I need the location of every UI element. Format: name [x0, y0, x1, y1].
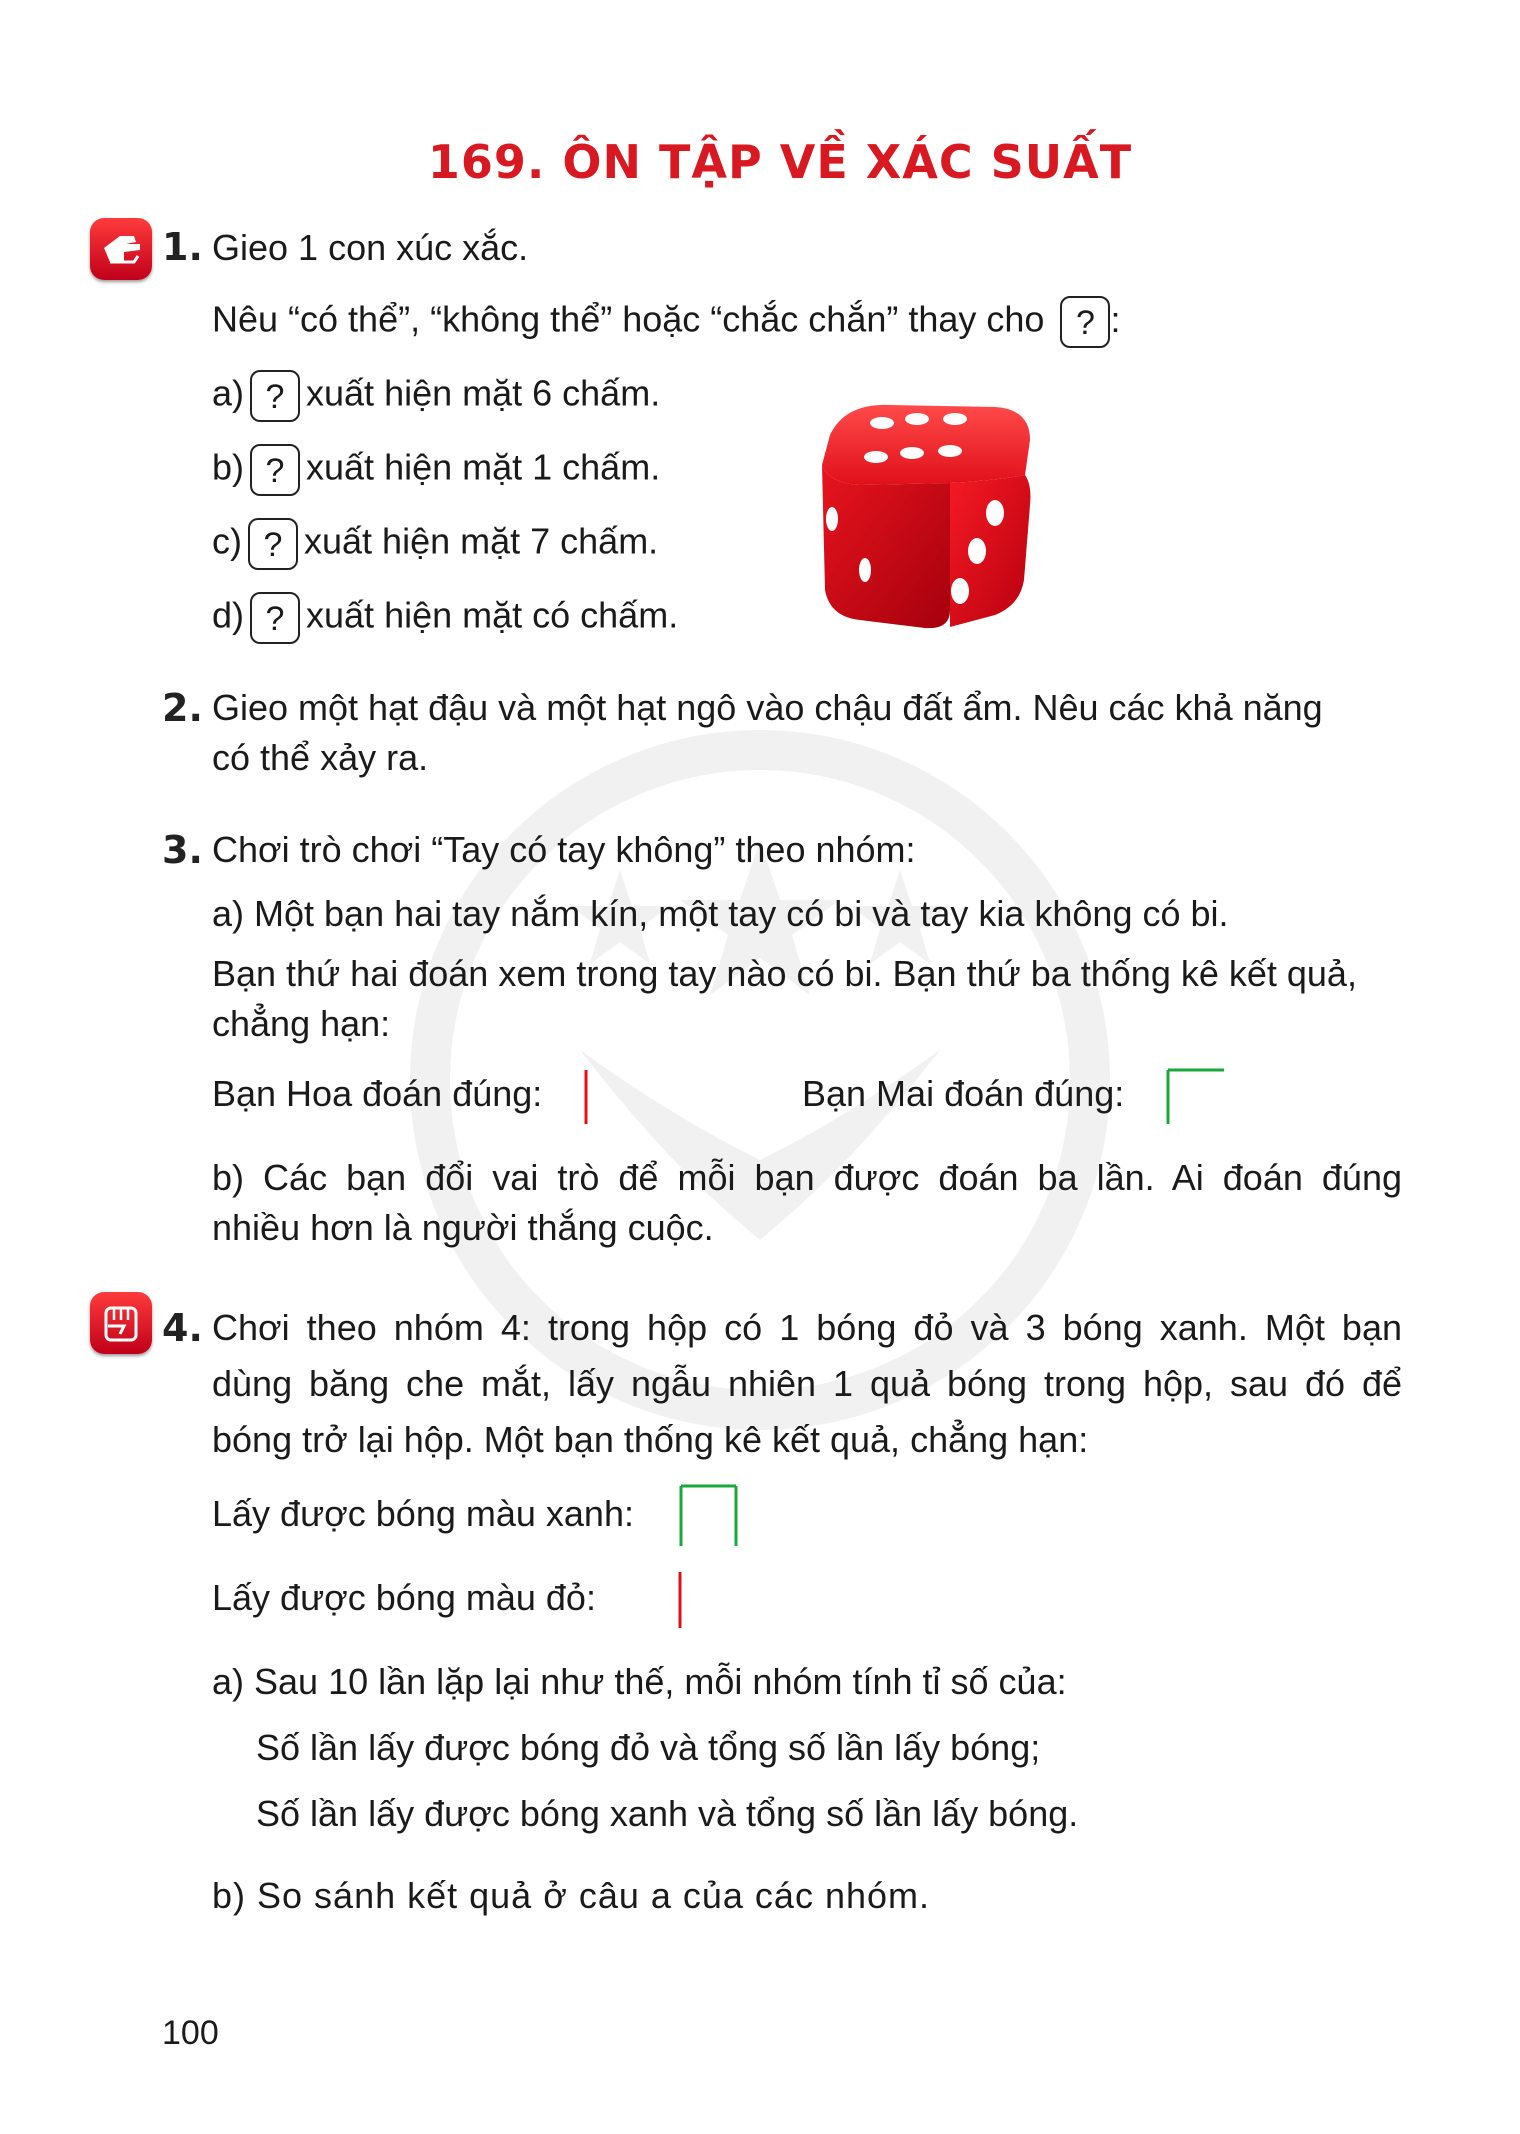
exercise-4-a: a) Sau 10 lần lặp lại như thế, mỗi nhóm tính tỉ số của:: [212, 1661, 1067, 1702]
exercise-4-line2: [212, 1362, 1402, 1406]
exercise-3-a2-line1: Bạn thứ hai đoán xem trong tay nào có bi. Bạn thứ ba thống kê kết quả,: [212, 953, 1357, 994]
answer-box-b[interactable]: ?: [250, 444, 300, 496]
exercise-1-prompt: Gieo 1 con xúc xắc.: [212, 227, 529, 268]
exercise-4-a2: Số lần lấy được bóng xanh và tổng số lần lấy bóng.: [256, 1793, 1079, 1834]
exercise-4-line3: bóng trở lại hộp. Một bạn thống kê kết quả, chẳng hạn:: [212, 1419, 1089, 1460]
instruction-colon: :: [1110, 298, 1121, 340]
hands-icon: [90, 218, 152, 280]
item-text: xuất hiện mặt 6 chấm.: [306, 372, 661, 414]
exercise-2-number: 2.: [162, 686, 203, 730]
exercise-3-prompt: Chơi trò chơi “Tay có tay không” theo nhóm:: [212, 829, 916, 870]
exercise-4-a1: Số lần lấy được bóng đỏ và tổng số lần lấy bóng;: [256, 1727, 1041, 1768]
item-text: xuất hiện mặt 1 chấm.: [306, 446, 661, 488]
exercise-4-number: 4.: [162, 1306, 203, 1350]
item-label: a): [212, 372, 245, 414]
mai-tally: [1162, 1066, 1232, 1126]
item-label: d): [212, 594, 245, 636]
mai-label: Bạn Mai đoán đúng:: [802, 1073, 1125, 1114]
answer-box: ?: [1060, 296, 1110, 348]
hoa-tally: [580, 1068, 600, 1128]
green-ball-tally: [676, 1482, 746, 1550]
exercise-1-item-d: [212, 592, 678, 644]
exercise-1-number: 1.: [162, 225, 203, 269]
item-label: c): [212, 520, 242, 562]
exercise-3-b-line2: nhiều hơn là người thắng cuộc.: [212, 1207, 714, 1248]
exercise-4-line1: [212, 1306, 1402, 1350]
instruction-text: Nêu “có thể”, “không thể” hoặc “chắc chắn” thay cho: [212, 298, 1045, 340]
item-label: b): [212, 446, 245, 488]
exercise-3-number: 3.: [162, 828, 203, 872]
exercise-4-line1-text: Chơi theo nhóm 4: trong hộp có 1 bóng đỏ và 3 bóng xanh. Một bạn: [212, 1307, 1402, 1348]
hoa-label: Bạn Hoa đoán đúng:: [212, 1073, 543, 1114]
exercise-4-line2-text: dùng băng che mắt, lấy ngẫu nhiên 1 quả bóng trong hộp, sau đó để: [212, 1363, 1402, 1404]
exercise-1-instruction: [212, 296, 1120, 348]
red-ball-tally: [674, 1570, 694, 1630]
exercise-2-line1: Gieo một hạt đậu và một hạt ngô vào chậu đất ẩm. Nêu các khả năng: [212, 687, 1323, 728]
answer-box-d[interactable]: ?: [250, 592, 300, 644]
green-ball-label: Lấy được bóng màu xanh:: [212, 1493, 634, 1534]
page-number: 100: [162, 2014, 219, 2052]
exercise-3-a: a) Một bạn hai tay nắm kín, một tay có bi và tay kia không có bi.: [212, 893, 1229, 934]
exercise-1-item-a: [212, 370, 660, 422]
fist-icon: [90, 1292, 152, 1354]
exercise-3-b-text: b) Các bạn đổi vai trò để mỗi bạn được đoán ba lần. Ai đoán đúng: [212, 1157, 1402, 1198]
answer-box-c[interactable]: ?: [248, 518, 298, 570]
page-title: 169. ÔN TẬP VỀ XÁC SUẤT: [427, 135, 1133, 189]
exercise-4-b: b) So sánh kết quả ở câu a của các nhóm.: [212, 1875, 931, 1916]
exercise-3-a2-line2: chẳng hạn:: [212, 1003, 391, 1044]
exercise-2-line2: có thể xảy ra.: [212, 737, 429, 778]
answer-box-a[interactable]: ?: [250, 370, 300, 422]
exercise-1-item-b: [212, 444, 660, 496]
exercise-3-b-line1: [212, 1156, 1402, 1200]
exercise-1-item-c: [212, 518, 658, 570]
item-text: xuất hiện mặt có chấm.: [306, 594, 679, 636]
item-text: xuất hiện mặt 7 chấm.: [304, 520, 659, 562]
dice-image: [800, 395, 1040, 635]
red-ball-label: Lấy được bóng màu đỏ:: [212, 1577, 596, 1618]
